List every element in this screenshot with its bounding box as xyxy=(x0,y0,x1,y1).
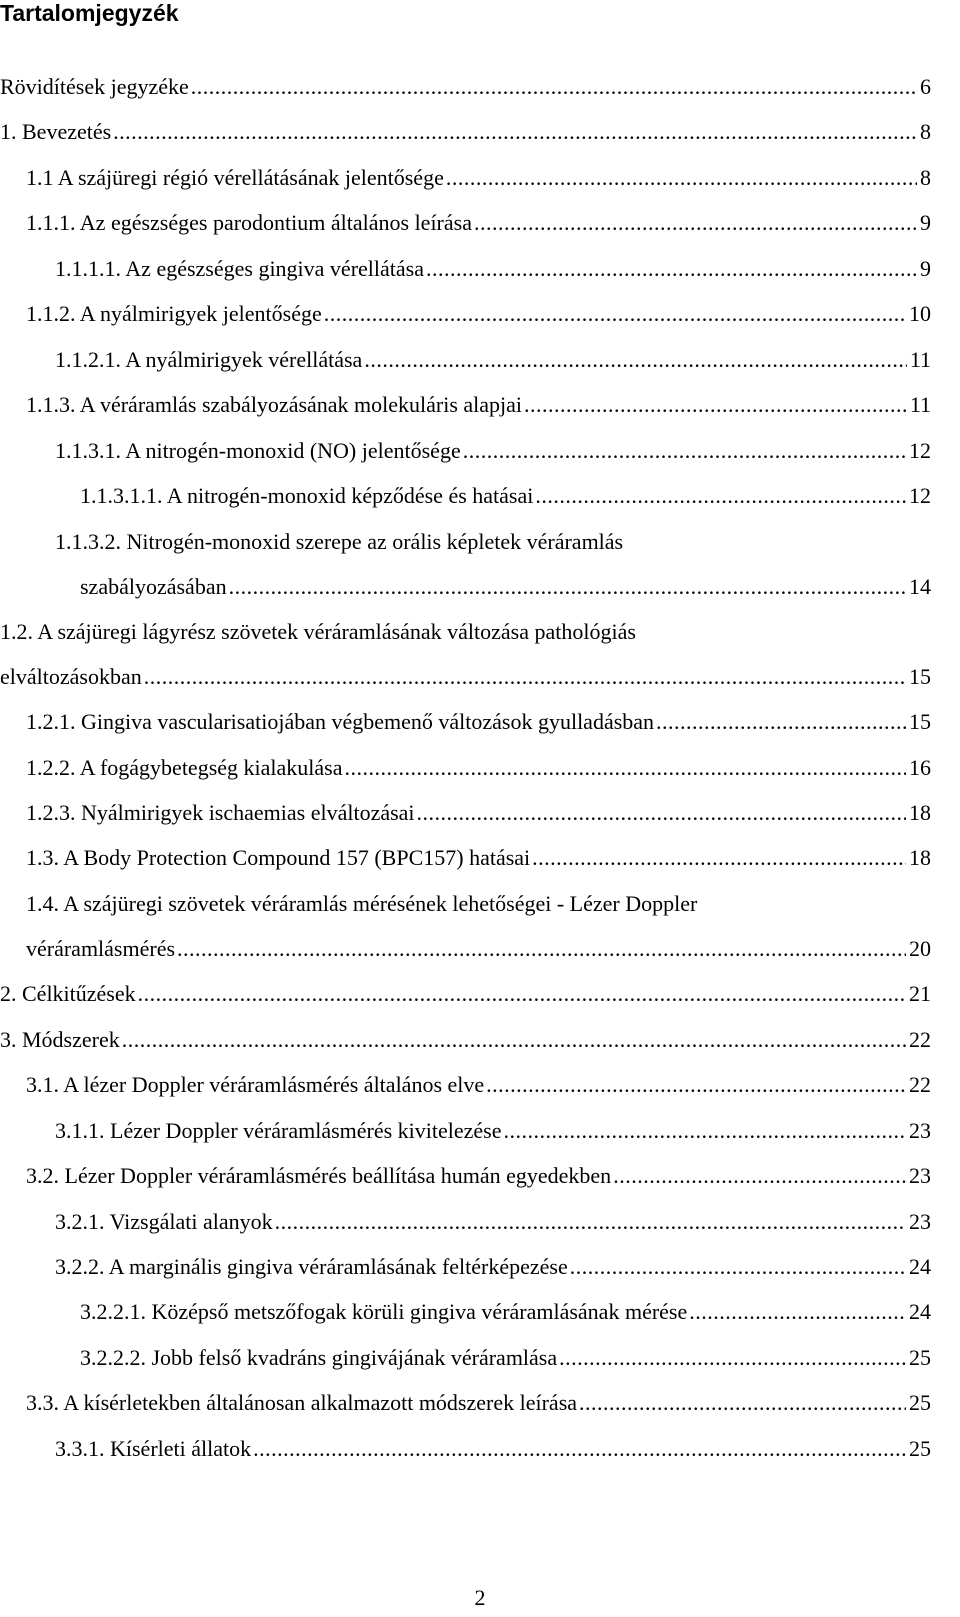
toc-leader xyxy=(344,753,906,783)
toc-entry-text: 1.1.1. Az egészséges parodontium általános leírása xyxy=(26,210,472,235)
toc-entry[interactable] xyxy=(26,1388,931,1418)
toc-entry-text: Rövidítések jegyzéke xyxy=(0,74,189,99)
toc-page-number: 9 xyxy=(920,256,931,281)
toc-entry-text: 3. Módszerek xyxy=(0,1027,120,1052)
toc-entry-text: 1.1.2.1. A nyálmirigyek vérellátása xyxy=(55,347,363,372)
toc-leader xyxy=(535,481,906,511)
toc-title: Tartalomjegyzék xyxy=(0,0,179,26)
toc-entry-text: 1.1.3. A véráramlás szabályozásának molekuláris alapjai xyxy=(26,392,523,417)
toc-entry[interactable] xyxy=(55,1434,931,1464)
toc-entry[interactable] xyxy=(80,572,931,602)
toc-entry[interactable] xyxy=(0,72,931,102)
toc-leader xyxy=(656,707,906,737)
toc-entry[interactable] xyxy=(55,1116,931,1146)
toc-entry[interactable] xyxy=(55,345,931,375)
toc-page-number: 8 xyxy=(920,165,931,190)
toc-entry-text: véráramlásmérés xyxy=(26,936,176,961)
toc-entry[interactable] xyxy=(26,1070,931,1100)
toc-entry-text: 3.1. A lézer Doppler véráramlásmérés általános elve xyxy=(26,1072,485,1097)
toc-entry-text: 1.1 A szájüregi régió vérellátásának jelentősége xyxy=(26,165,444,190)
toc-leader xyxy=(504,1116,906,1146)
toc-entry[interactable] xyxy=(80,1297,931,1327)
toc-page-number: 6 xyxy=(920,74,931,99)
toc-leader xyxy=(417,798,906,828)
toc-entry[interactable] xyxy=(26,1161,931,1191)
toc-entry[interactable] xyxy=(55,1252,931,1282)
toc-entry[interactable] xyxy=(80,1343,931,1373)
toc-entry[interactable] xyxy=(0,662,931,692)
toc-leader xyxy=(613,1161,906,1191)
toc-page-number: 22 xyxy=(909,1072,931,1097)
toc-leader xyxy=(426,254,917,284)
toc-leader xyxy=(275,1207,906,1237)
toc-leader xyxy=(364,345,907,375)
toc-leader xyxy=(532,843,906,873)
toc-page-number: 20 xyxy=(909,936,931,961)
toc-page-number: 24 xyxy=(909,1299,931,1324)
toc-page-number: 12 xyxy=(909,483,931,508)
toc-entry-text: 1.2.2. A fogágybetegség kialakulása xyxy=(26,755,343,780)
toc-entry-text: 2. Célkitűzések xyxy=(0,981,136,1006)
toc-leader xyxy=(138,979,906,1009)
page-number: 2 xyxy=(474,1585,486,1610)
toc-page-number: 25 xyxy=(909,1390,931,1415)
toc-entry[interactable] xyxy=(26,390,931,420)
toc-page-number: 18 xyxy=(909,845,931,870)
toc-page-number: 25 xyxy=(909,1345,931,1370)
toc-entry-text: 1.1.3.1.1. A nitrogén-monoxid képződése és hatásai xyxy=(80,483,534,508)
toc-entry[interactable] xyxy=(26,299,931,329)
toc-page-number: 11 xyxy=(909,392,931,417)
toc-entry-text: 1.1.1.1. Az egészséges gingiva vérellátása xyxy=(55,256,424,281)
toc-entry[interactable] xyxy=(26,208,931,238)
toc-entry-text: 3.3. A kísérletekben általánosan alkalmazott módszerek leírása xyxy=(26,1390,578,1415)
toc-entry[interactable] xyxy=(26,163,931,193)
toc-leader xyxy=(559,1343,906,1373)
toc-entry[interactable] xyxy=(55,436,931,466)
toc-leader xyxy=(486,1070,906,1100)
toc-page-number: 8 xyxy=(920,119,931,144)
toc-entry-text: 1.1.3.1. A nitrogén-monoxid (NO) jelentősége xyxy=(55,438,461,463)
toc-entry-text: elváltozásokban xyxy=(0,664,142,689)
toc-entry-text: 1.1.2. A nyálmirigyek jelentősége xyxy=(26,301,322,326)
toc-leader xyxy=(144,662,906,692)
toc-entry-text: 1. Bevezetés xyxy=(0,119,112,144)
toc-page-number: 12 xyxy=(909,438,931,463)
toc-leader xyxy=(579,1388,906,1418)
toc-page-number: 23 xyxy=(909,1118,931,1143)
toc-page-number: 21 xyxy=(909,981,931,1006)
toc-page-number: 18 xyxy=(909,800,931,825)
toc-page-number: 15 xyxy=(909,664,931,689)
toc-entry-text: 3.2.1. Vizsgálati alanyok xyxy=(55,1209,273,1234)
toc-leader xyxy=(689,1297,906,1327)
toc-page-number: 23 xyxy=(909,1209,931,1234)
toc-entry-text: 3.2.2.2. Jobb felső kvadráns gingivájának véráramlása xyxy=(80,1345,558,1370)
toc-entry[interactable] xyxy=(26,934,931,964)
toc-entry-text: 1.2.3. Nyálmirigyek ischaemias elváltozásai xyxy=(26,800,415,825)
toc-leader xyxy=(113,117,917,147)
toc-page-number: 24 xyxy=(909,1254,931,1279)
toc-entry[interactable] xyxy=(0,979,931,1009)
toc-leader xyxy=(474,208,917,238)
toc-entry[interactable] xyxy=(0,1025,931,1055)
toc-leader xyxy=(570,1252,906,1282)
toc-entry-text: 3.2. Lézer Doppler véráramlásmérés beállítása humán egyedekben xyxy=(26,1163,612,1188)
toc-page-number: 10 xyxy=(909,301,931,326)
toc-entry-text-line1: 1.1.3.2. Nitrogén-monoxid szerepe az orális képletek véráramlás xyxy=(55,529,624,554)
toc-entry[interactable] xyxy=(55,1207,931,1237)
toc-entry[interactable] xyxy=(26,753,931,783)
toc-entry-text: 3.2.2. A marginális gingiva véráramlásának feltérképezése xyxy=(55,1254,568,1279)
toc-entry-text: 3.2.2.1. Középső metszőfogak körüli gingiva véráramlásának mérése xyxy=(80,1299,688,1324)
toc-entry-text-line1: 1.2. A szájüregi lágyrész szövetek véráramlásának változása pathológiás xyxy=(0,619,636,644)
toc-entry-text: 1.3. A Body Protection Compound 157 (BPC157) hatásai xyxy=(26,845,531,870)
toc-entry-text: 1.2.1. Gingiva vascularisatiojában végbemenő változások gyulladásban xyxy=(26,709,655,734)
toc-entry[interactable] xyxy=(0,117,931,147)
toc-leader xyxy=(122,1025,906,1055)
toc-leader xyxy=(253,1434,906,1464)
toc-page-number: 9 xyxy=(920,210,931,235)
toc-page-number: 22 xyxy=(909,1027,931,1052)
toc-page-number: 14 xyxy=(909,574,931,599)
toc-page-number: 23 xyxy=(909,1163,931,1188)
toc-leader xyxy=(229,572,906,602)
toc-entry[interactable] xyxy=(80,481,931,511)
toc-entry-text: 3.1.1. Lézer Doppler véráramlásmérés kivitelezése xyxy=(55,1118,502,1143)
toc-entry[interactable] xyxy=(26,707,931,737)
toc-entry-text: szabályozásában xyxy=(80,574,227,599)
toc-leader xyxy=(191,72,917,102)
toc-leader xyxy=(446,163,917,193)
toc-page-number: 11 xyxy=(909,347,931,372)
toc-entry[interactable] xyxy=(26,798,931,828)
toc-leader xyxy=(324,299,906,329)
toc-leader xyxy=(463,436,906,466)
toc-page-number: 25 xyxy=(909,1436,931,1461)
toc-page-number: 15 xyxy=(909,709,931,734)
toc-entry[interactable] xyxy=(55,254,931,284)
toc-page-number: 16 xyxy=(909,755,931,780)
toc-entry[interactable] xyxy=(26,843,931,873)
toc-entry-text-line1: 1.4. A szájüregi szövetek véráramlás mérésének lehetőségei - Lézer Doppler xyxy=(26,891,698,916)
toc-leader xyxy=(524,390,907,420)
toc-entry-text: 3.3.1. Kísérleti állatok xyxy=(55,1436,252,1461)
toc-leader xyxy=(177,934,906,964)
